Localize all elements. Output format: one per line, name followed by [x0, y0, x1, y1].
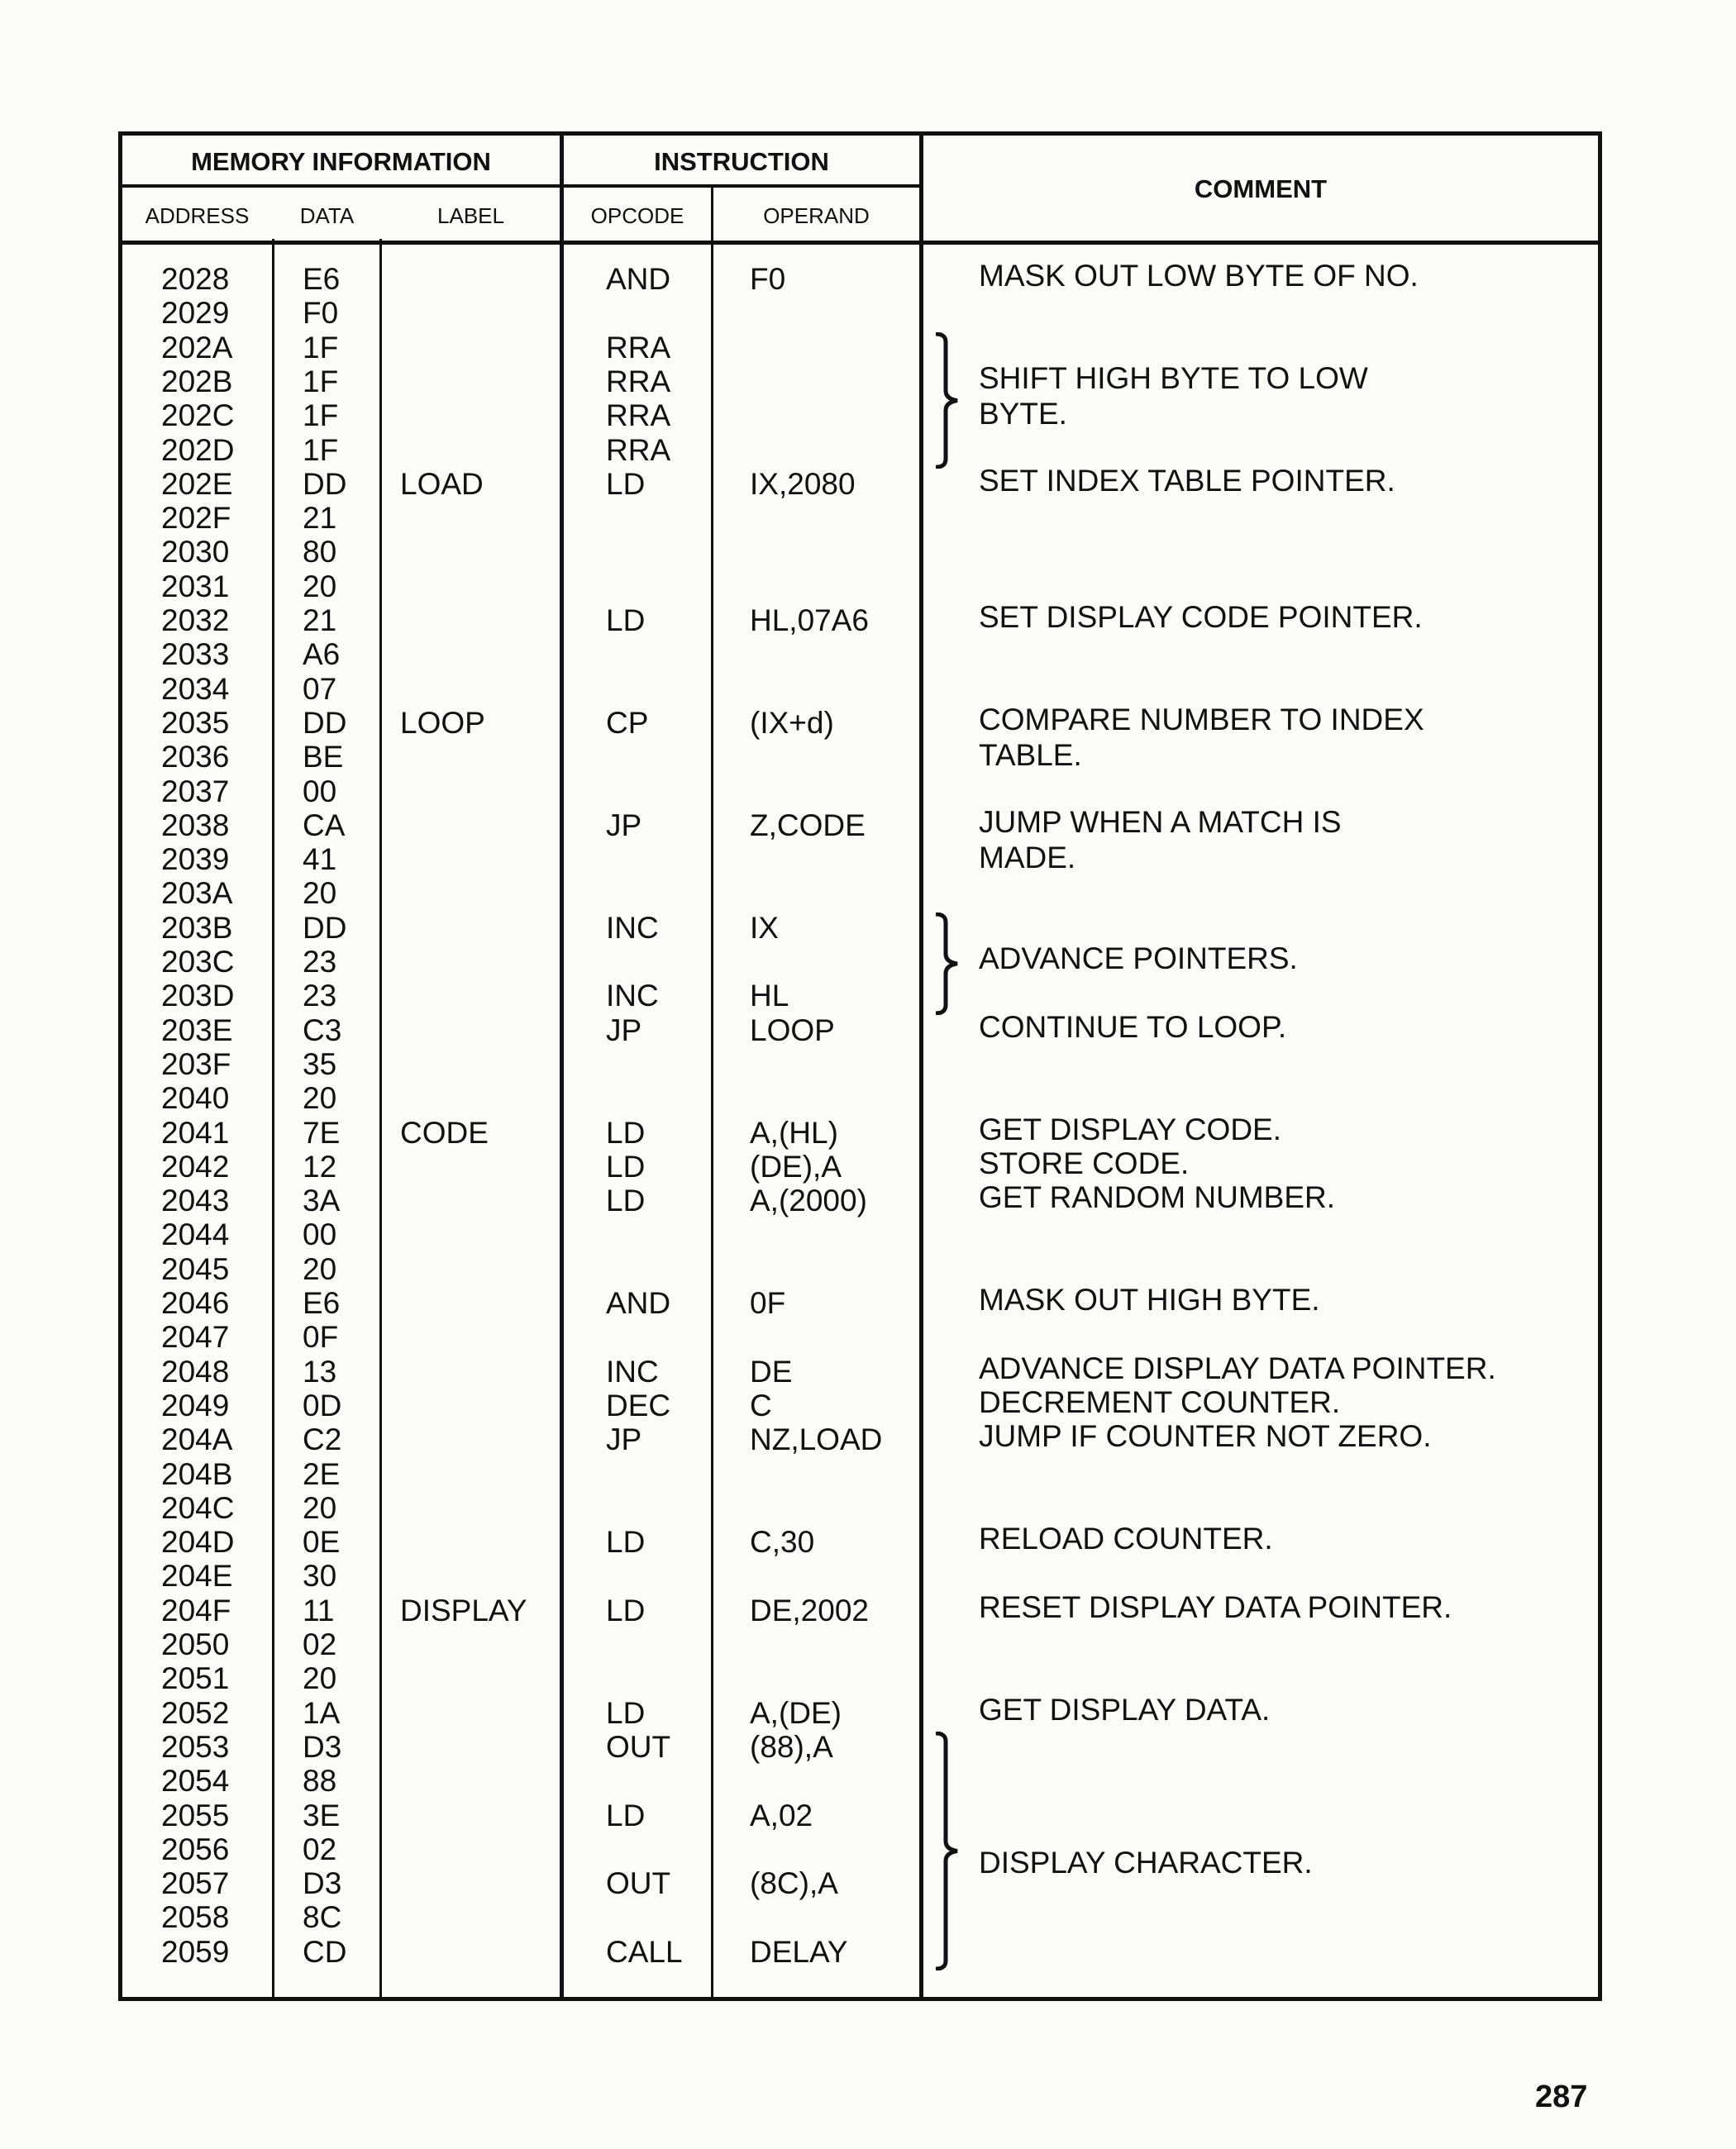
grouping-brace	[932, 912, 966, 1015]
address-cell: 2028	[161, 262, 230, 296]
data-cell: CA	[303, 808, 346, 842]
label-header: LABEL	[437, 203, 504, 228]
opcode-cell: JP	[606, 808, 642, 842]
data-cell: DD	[303, 705, 347, 740]
data-cell: BE	[303, 740, 344, 774]
address-cell: 2052	[161, 1695, 230, 1730]
address-cell: 204A	[161, 1422, 233, 1457]
header-bottom-rule	[122, 241, 1598, 245]
data-cell: 23	[303, 979, 337, 1013]
address-cell: 2029	[161, 296, 230, 331]
operand-cell: NZ,LOAD	[750, 1422, 883, 1457]
comment-line: ADVANCE POINTERS.	[979, 941, 1298, 975]
comment-line: SET DISPLAY CODE POINTER.	[979, 600, 1423, 634]
address-header: ADDRESS	[145, 203, 250, 228]
comment-line: ADVANCE DISPLAY DATA POINTER.	[979, 1351, 1496, 1385]
opcode-cell: LD	[606, 466, 646, 501]
operand-cell: (88),A	[750, 1729, 833, 1764]
data-cell: 1F	[303, 364, 339, 398]
instruction-header: INSTRUCTION	[654, 147, 829, 176]
comment-line: GET DISPLAY CODE.	[979, 1112, 1282, 1146]
data-cell: 0D	[303, 1388, 342, 1422]
address-cell: 204E	[161, 1559, 233, 1594]
address-cell: 2044	[161, 1217, 230, 1252]
address-cell: 2056	[161, 1832, 230, 1866]
data-cell: C3	[303, 1013, 342, 1047]
address-cell: 204F	[161, 1593, 231, 1627]
comment-line: BYTE.	[979, 396, 1067, 431]
address-cell: 2049	[161, 1388, 230, 1422]
data-cell: DD	[303, 910, 347, 945]
operand-cell: DELAY	[750, 1934, 848, 1969]
address-cell: 2043	[161, 1184, 230, 1218]
data-cell: 7E	[303, 1115, 341, 1150]
data-cell: C2	[303, 1422, 342, 1457]
operand-cell: A,(HL)	[750, 1115, 838, 1150]
address-cell: 203D	[161, 979, 235, 1013]
data-cell: 0F	[303, 1320, 339, 1355]
data-cell: 1A	[303, 1695, 341, 1730]
data-cell: 88	[303, 1764, 337, 1799]
data-cell: E6	[303, 262, 341, 296]
comment-header: COMMENT	[1194, 174, 1328, 203]
comment-line: GET RANDOM NUMBER.	[979, 1180, 1336, 1215]
address-cell: 2054	[161, 1764, 230, 1799]
data-cell: 21	[303, 501, 337, 536]
opcode-header: OPCODE	[590, 203, 684, 228]
data-cell: 80	[303, 535, 337, 569]
opcode-cell: LD	[606, 1184, 646, 1218]
operand-cell: DE,2002	[750, 1593, 869, 1627]
address-cell: 2055	[161, 1798, 230, 1832]
data-cell: D3	[303, 1729, 342, 1764]
data-cell: 8C	[303, 1900, 342, 1935]
data-cell: 23	[303, 945, 337, 979]
address-cell: 2057	[161, 1866, 230, 1901]
opcode-cell: INC	[606, 910, 659, 945]
opcode-cell: RRA	[606, 364, 671, 398]
opcode-cell: OUT	[606, 1729, 671, 1764]
comment-line: JUMP IF COUNTER NOT ZERO.	[979, 1419, 1432, 1454]
address-cell: 203B	[161, 910, 233, 945]
data-cell: 35	[303, 1046, 337, 1081]
address-cell: 203A	[161, 876, 233, 911]
operand-cell: IX,2080	[750, 466, 856, 501]
group-divider	[560, 136, 564, 2001]
data-cell: 20	[303, 1490, 337, 1525]
data-cell: 02	[303, 1627, 337, 1661]
opcode-cell: CP	[606, 705, 649, 740]
operand-cell: (IX+d)	[750, 705, 834, 740]
address-cell: 2035	[161, 705, 230, 740]
opcode-cell: DEC	[606, 1388, 671, 1422]
label-cell: LOOP	[400, 705, 485, 740]
address-cell: 2032	[161, 603, 230, 637]
operand-cell: 0F	[750, 1286, 786, 1320]
opcode-cell: RRA	[606, 398, 671, 433]
opcode-cell: INC	[606, 1354, 659, 1389]
data-cell: F0	[303, 296, 339, 331]
operand-cell: C,30	[750, 1525, 815, 1560]
opcode-cell: LD	[606, 1593, 646, 1627]
opcode-cell: OUT	[606, 1866, 671, 1901]
grouping-brace	[932, 332, 966, 469]
address-cell: 2031	[161, 569, 230, 603]
comment-line: TABLE.	[979, 737, 1082, 772]
opcode-cell: LD	[606, 1525, 646, 1560]
operand-cell: A,(2000)	[750, 1184, 867, 1218]
operand-cell: HL	[750, 979, 789, 1013]
operand-cell: C	[750, 1388, 772, 1422]
column-divider	[711, 188, 713, 2001]
address-cell: 202E	[161, 466, 233, 501]
opcode-cell: AND	[606, 262, 671, 296]
data-cell: 21	[303, 603, 337, 637]
address-cell: 2042	[161, 1149, 230, 1184]
comment-line: DISPLAY CHARACTER.	[979, 1846, 1313, 1880]
data-cell: DD	[303, 466, 347, 501]
comment-line: GET DISPLAY DATA.	[979, 1692, 1271, 1727]
data-cell: 13	[303, 1354, 337, 1389]
address-cell: 204D	[161, 1525, 235, 1560]
data-cell: 07	[303, 671, 337, 706]
operand-cell: A,02	[750, 1798, 813, 1832]
comment-line: COMPARE NUMBER TO INDEX	[979, 702, 1424, 736]
address-cell: 2058	[161, 1900, 230, 1935]
address-cell: 2053	[161, 1729, 230, 1764]
grouping-brace	[932, 1732, 966, 1970]
address-cell: 202A	[161, 330, 233, 365]
opcode-cell: LD	[606, 1115, 646, 1150]
data-cell: 00	[303, 774, 337, 808]
address-cell: 2034	[161, 671, 230, 706]
address-cell: 2059	[161, 1934, 230, 1969]
data-cell: 1F	[303, 398, 339, 433]
operand-cell: LOOP	[750, 1013, 835, 1047]
data-cell: 02	[303, 1832, 337, 1866]
data-cell: 12	[303, 1149, 337, 1184]
address-cell: 2051	[161, 1661, 230, 1696]
page-number: 287	[1535, 2080, 1588, 2114]
opcode-cell: AND	[606, 1286, 671, 1320]
data-cell: 11	[303, 1593, 335, 1627]
data-cell: 20	[303, 876, 337, 911]
address-cell: 202B	[161, 364, 233, 398]
data-cell: 20	[303, 569, 337, 603]
data-cell: 3E	[303, 1798, 341, 1832]
column-divider	[379, 239, 382, 2001]
comment-line: STORE CODE.	[979, 1146, 1190, 1180]
operand-cell: F0	[750, 262, 786, 296]
opcode-cell: LD	[606, 603, 646, 637]
address-cell: 2037	[161, 774, 230, 808]
label-cell: CODE	[400, 1115, 489, 1150]
operand-cell: HL,07A6	[750, 603, 869, 637]
data-cell: 20	[303, 1661, 337, 1696]
address-cell: 2039	[161, 842, 230, 877]
address-cell: 204C	[161, 1490, 235, 1525]
address-cell: 2041	[161, 1115, 230, 1150]
opcode-cell: RRA	[606, 330, 671, 365]
address-cell: 203E	[161, 1013, 233, 1047]
comment-line: DECREMENT COUNTER.	[979, 1384, 1341, 1419]
data-cell: CD	[303, 1934, 347, 1969]
address-cell: 2038	[161, 808, 230, 842]
label-cell: DISPLAY	[400, 1593, 527, 1627]
address-cell: 2040	[161, 1081, 230, 1116]
data-cell: 0E	[303, 1525, 341, 1560]
operand-cell: Z,CODE	[750, 808, 866, 842]
data-header: DATA	[299, 203, 355, 228]
opcode-cell: JP	[606, 1422, 642, 1457]
comment-line: RELOAD COUNTER.	[979, 1522, 1273, 1556]
operand-cell: A,(DE)	[750, 1695, 842, 1730]
data-cell: D3	[303, 1866, 342, 1901]
opcode-cell: INC	[606, 979, 659, 1013]
data-cell: 20	[303, 1251, 337, 1286]
address-cell: 2045	[161, 1251, 230, 1286]
address-cell: 203C	[161, 945, 235, 979]
address-cell: 2050	[161, 1627, 230, 1661]
comment-line: JUMP WHEN A MATCH IS	[979, 804, 1342, 839]
data-cell: 00	[303, 1217, 337, 1252]
data-cell: 1F	[303, 330, 339, 365]
opcode-cell: JP	[606, 1013, 642, 1047]
opcode-cell: LD	[606, 1798, 646, 1832]
data-cell: 2E	[303, 1456, 341, 1491]
address-cell: 2048	[161, 1354, 230, 1389]
label-cell: LOAD	[400, 466, 484, 501]
comment-line: CONTINUE TO LOOP.	[979, 1009, 1287, 1044]
opcode-cell: RRA	[606, 432, 671, 467]
operand-cell: (8C),A	[750, 1866, 838, 1901]
comment-line: SET INDEX TABLE POINTER.	[979, 463, 1395, 498]
comment-line: MASK OUT HIGH BYTE.	[979, 1283, 1320, 1317]
data-cell: 30	[303, 1559, 337, 1594]
address-cell: 204B	[161, 1456, 233, 1491]
address-cell: 2036	[161, 740, 230, 774]
address-cell: 2046	[161, 1286, 230, 1320]
comment-line: MASK OUT LOW BYTE OF NO.	[979, 259, 1419, 293]
data-cell: A6	[303, 637, 341, 672]
data-cell: 41	[303, 842, 337, 877]
data-cell: E6	[303, 1286, 341, 1320]
data-cell: 3A	[303, 1184, 341, 1218]
comment-line: RESET DISPLAY DATA POINTER.	[979, 1589, 1452, 1624]
operand-cell: IX	[750, 910, 779, 945]
comment-line: MADE.	[979, 840, 1076, 874]
address-cell: 202F	[161, 501, 231, 536]
comment-line: SHIFT HIGH BYTE TO LOW	[979, 360, 1368, 395]
address-cell: 202D	[161, 432, 235, 467]
opcode-cell: LD	[606, 1149, 646, 1184]
data-cell: 20	[303, 1081, 337, 1116]
program-listing-table	[118, 131, 1602, 2001]
header-divider	[122, 184, 921, 188]
column-divider	[272, 239, 274, 2001]
address-cell: 203F	[161, 1046, 231, 1081]
operand-cell: (DE),A	[750, 1149, 842, 1184]
group-divider	[919, 136, 923, 2001]
operand-header: OPERAND	[763, 203, 870, 228]
operand-cell: DE	[750, 1354, 793, 1389]
address-cell: 2030	[161, 535, 230, 569]
data-cell: 1F	[303, 432, 339, 467]
opcode-cell: LD	[606, 1695, 646, 1730]
memory-information-header: MEMORY INFORMATION	[191, 147, 491, 176]
address-cell: 2033	[161, 637, 230, 672]
address-cell: 202C	[161, 398, 235, 433]
address-cell: 2047	[161, 1320, 230, 1355]
opcode-cell: CALL	[606, 1934, 683, 1969]
